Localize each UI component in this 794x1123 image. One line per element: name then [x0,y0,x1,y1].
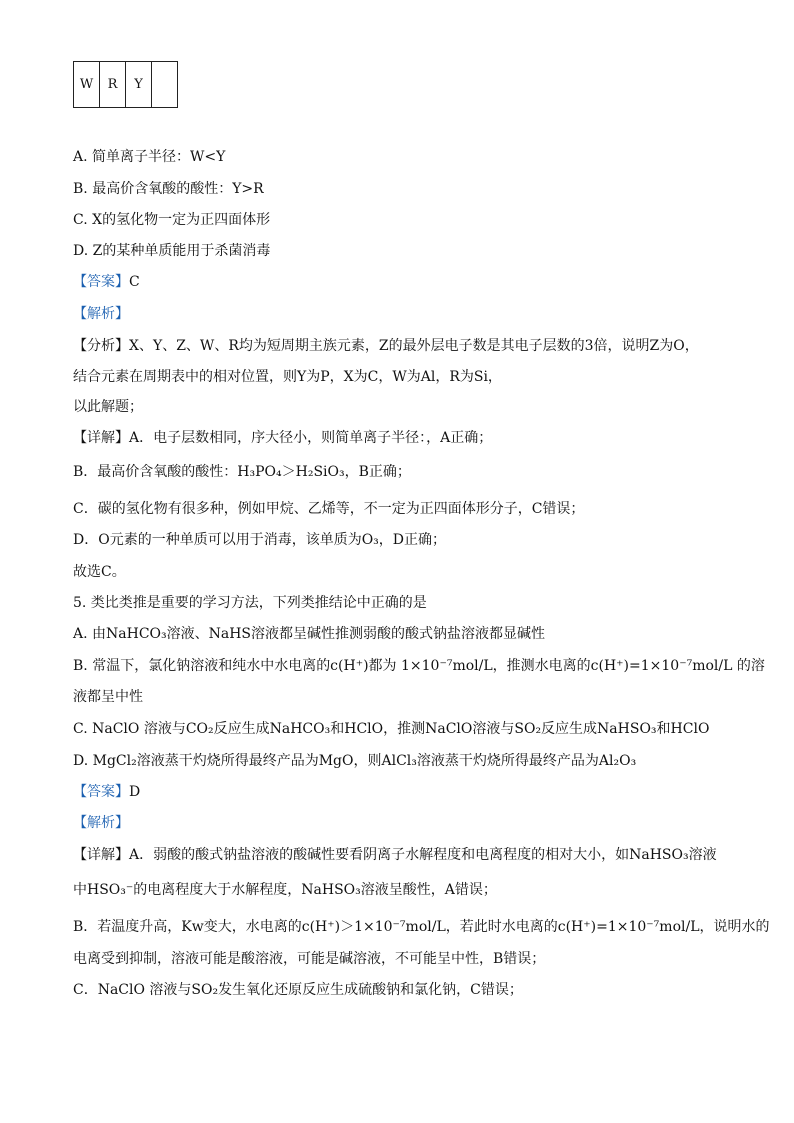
q4-fenxi-line-1: 【分析】X、Y、Z、W、R均为短周期主族元素，Z的最外层电子数是其电子层数的3倍，说明Z为O， [73,338,699,354]
q4-answer-value: C [129,274,140,290]
q5-stem: 5. 类比类推是重要的学习方法，下列类推结论中正确的是 [73,595,427,611]
q5-answer-value: D [129,784,141,800]
q4-conclusion: 故选C。 [73,564,126,580]
q5-answer [73,782,140,802]
q4-fenxi-line-3: 以此解题； [73,399,143,415]
q4-detail-d: D．O元素的一种单质可以用于消毒，该单质为O₃，D正确； [73,532,447,548]
q4-option-d: D. Z的某种单质能用于杀菌消毒 [73,243,271,259]
q4-detail-a: 【详解】A．电子层数相同，序大径小，则简单离子半径：，A正确； [73,430,493,446]
q5-option-b-line-2: 液都呈中性 [73,689,143,705]
q5-option-a: A. 由NaHCO₃溶液、NaHS溶液都呈碱性推测弱酸的酸式钠盐溶液都显碱性 [73,626,546,642]
q4-analysis-label: 【解析】 [73,306,129,322]
q5-detail-a-line-1: 【详解】A．弱酸的酸式钠盐溶液的酸碱性要看阴离子水解程度和电离程度的相对大小，如NaHSO₃溶液 [73,847,717,863]
formula-h3po4: H₃PO₄ [237,464,282,480]
q4-option-a: A. 简单离子半径：W<Y [73,149,226,165]
q4-answer-label: 【答案】 [73,274,129,290]
q5-detail-c: C．NaClO 溶液与SO₂发生氧化还原反应生成硫酸钠和氯化钠，C错误； [73,982,523,998]
table-cell-empty [152,62,178,108]
q5-detail-b-line-1: B．若温度升高，Kw变大，水电离的c(H⁺)＞1×10⁻⁷mol/L，若此时水电离的c(H⁺)=1×10⁻⁷mol/L，说明水的 [73,919,770,935]
q4-detail-c: C．碳的氢化物有很多种，例如甲烷、乙烯等，不一定为正四面体形分子，C错误； [73,501,585,517]
q5-option-c: C. NaClO 溶液与CO₂反应生成NaHCO₃和HClO，推测NaClO溶液与SO₂反应生成NaHSO₃和HClO [73,721,710,737]
table-cell-y: Y [126,62,152,108]
q5-option-d: D. MgCl₂溶液蒸干灼烧所得最终产品为MgO，则AlCl₃溶液蒸干灼烧所得最终产品为Al₂O₃ [73,753,637,769]
q5-detail-a-line-2: 中HSO₃⁻的电离程度大于水解程度，NaHSO₃溶液呈酸性，A错误； [73,882,497,898]
q4-detail-label: 【详解】 [73,430,129,446]
q5-detail-label: 【详解】 [73,847,129,863]
q5-detail-b-line-2: 电离受到抑制，溶液可能是酸溶液，可能是碱溶液，不可能呈中性，B错误； [73,951,546,967]
q4-fenxi-label: 【分析】 [73,338,129,354]
q4-detail-b: B．最高价含氧酸的酸性：H₃PO₄＞H₂SiO₃，B正确； [73,464,411,480]
q5-answer-label: 【答案】 [73,784,129,800]
element-position-table [73,61,178,108]
q5-option-b-line-1: B. 常温下，氯化钠溶液和纯水中水电离的c(H⁺)都为 1×10⁻⁷mol/L，推测水电离的c(H⁺)=1×10⁻⁷mol/L 的溶 [73,658,765,674]
q4-option-b: B. 最高价含氧酸的酸性：Y>R [73,181,264,197]
q4-option-c: C. X的氢化物一定为正四面体形 [73,212,271,228]
table-cell-w: W [74,62,100,108]
q4-answer [73,272,140,292]
q4-fenxi-line-2: 结合元素在周期表中的相对位置，则Y为P，X为C，W为Al，R为Si， [73,369,502,385]
q5-analysis-label: 【解析】 [73,815,129,831]
formula-hso3: HSO₃⁻ [87,882,134,898]
formula-h2sio3: H₂SiO₃ [295,464,345,480]
table-cell-r: R [100,62,126,108]
